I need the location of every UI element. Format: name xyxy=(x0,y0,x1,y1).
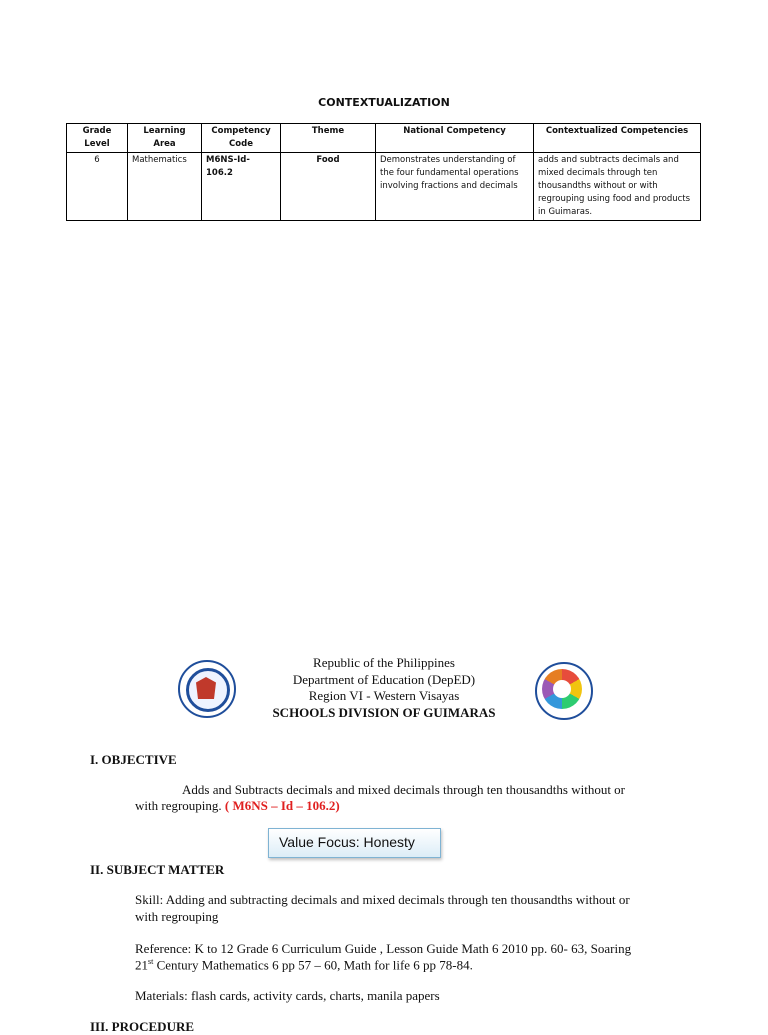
contextualization-title: CONTEXTUALIZATION xyxy=(318,96,450,109)
skill-line1: Skill: Adding and subtracting decimals and mixed decimals through ten thousandths without or xyxy=(135,892,630,907)
letterhead-line-division: SCHOOLS DIVISION OF GUIMARAS xyxy=(272,704,496,720)
cell-theme: Food xyxy=(281,153,376,221)
objective-text-line1: Adds and Subtracts decimals and mixed decimals through ten thousandths without or xyxy=(182,782,626,797)
reference-line2-rest: Century Mathematics 6 pp 57 – 60, Math for life 6 pp 78-84. xyxy=(153,957,473,973)
table-header-row xyxy=(67,124,701,153)
reference-line2 xyxy=(135,957,473,973)
letterhead-line-department: Department of Education (DepED) xyxy=(292,671,476,687)
reference-line1: Reference: K to 12 Grade 6 Curriculum Guide , Lesson Guide Math 6 2010 pp. 60- 63, Soaring xyxy=(135,941,632,956)
skill-line2: with regrouping xyxy=(135,909,219,924)
contextualization-table xyxy=(66,123,701,221)
letterhead-line-region: Region VI - Western Visayas xyxy=(308,688,460,703)
table-row xyxy=(67,153,701,221)
reference-line2-number: 21 xyxy=(135,957,148,973)
objective-text-line2 xyxy=(135,798,340,814)
header-learning-area: Learning Area xyxy=(128,124,202,153)
cell-national-competency: Demonstrates understanding of the four fundamental operations involving fractions and decimals xyxy=(376,153,534,221)
materials-line: Materials: flash cards, activity cards, charts, manila papers xyxy=(135,988,440,1003)
objective-text-line2-body: with regrouping. xyxy=(135,798,222,813)
division-seal-logo xyxy=(535,662,593,720)
header-theme: Theme xyxy=(281,124,376,153)
objective-heading: I. OBJECTIVE xyxy=(90,752,177,767)
procedure-heading: III. PROCEDURE xyxy=(90,1019,195,1034)
letterhead-line-republic: Republic of the Philippines xyxy=(313,655,455,670)
seal-center xyxy=(553,680,571,698)
header-contextualized-competencies: Contextualized Competencies xyxy=(534,124,701,153)
header-competency-code: Competency Code xyxy=(202,124,281,153)
cell-grade-level: 6 xyxy=(67,153,128,221)
subject-matter-heading: II. SUBJECT MATTER xyxy=(90,862,225,877)
reference-line2-superscript: st xyxy=(148,957,154,966)
cell-contextualized-competencies: adds and subtracts decimals and mixed decimals through ten thousandths without or with regrouping using food and products in Guimaras. xyxy=(534,153,701,221)
cell-learning-area: Mathematics xyxy=(128,153,202,221)
cell-competency-code: M6NS-Id-106.2 xyxy=(202,153,281,221)
objective-competency-code: ( M6NS – Id – 106.2) xyxy=(224,798,340,813)
header-national-competency: National Competency xyxy=(376,124,534,153)
header-grade-level: Grade Level xyxy=(67,124,128,153)
value-focus-box: Value Focus: Honesty xyxy=(268,828,441,858)
letterhead xyxy=(0,655,768,721)
